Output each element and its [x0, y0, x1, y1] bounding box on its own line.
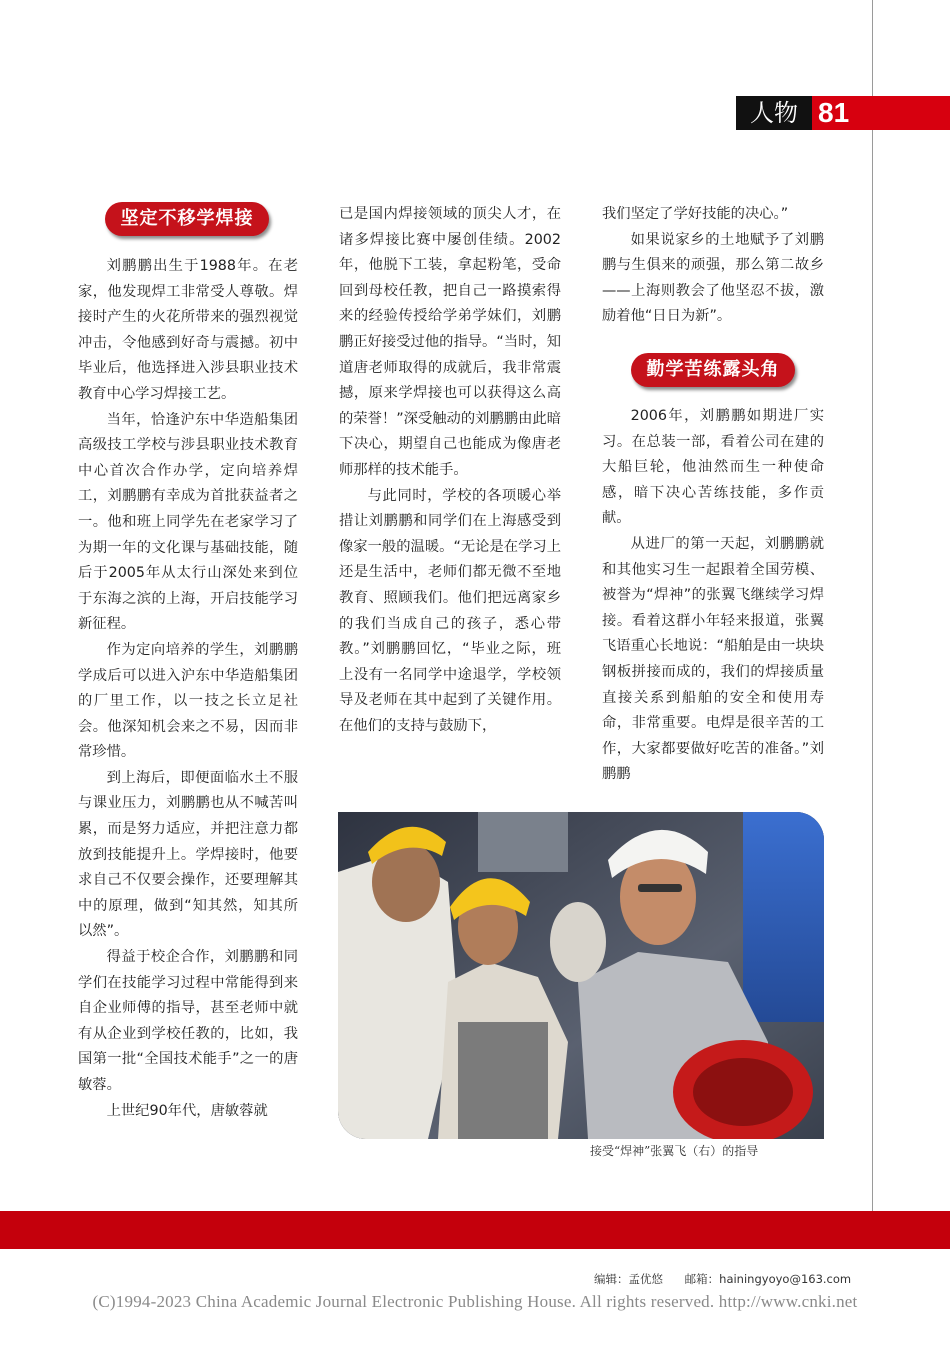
editor-info: [594, 1271, 869, 1287]
editor-email: 邮箱：hainingyoyo@163.com: [684, 1272, 852, 1286]
section-label: 人物: [736, 96, 812, 130]
article-photo: [338, 812, 824, 1139]
paragraph: 我们坚定了学好技能的决心。”: [602, 206, 789, 222]
text-column-1: [78, 254, 298, 1124]
footer-bar: [0, 1211, 950, 1249]
text-column-3: [602, 202, 824, 330]
paragraph: 到上海后，即便面临水土不服与课业压力，刘鹏鹏也从不喊苦叫累，而是努力适应，并把注意力都放到技能提升上。学焊接时，他要求自己不仅要会操作，还要理解其中的原理，做到“知其然，知其所以然”。: [78, 769, 298, 940]
paragraph: 与此同时，学校的各项暖心举措让刘鹏鹏和同学们在上海感受到像家一般的温暖。“无论是在学习上还是生活中，老师们都无微不至地教育、照顾我们。他们把远离家乡的我们当成自己的孩子，悉心带教。”刘鹏鹏回忆，“毕业之际，班上没有一名同学中途退学，学校领导及老师在其中起到了关键作用。在他们的支持与鼓励下，: [339, 487, 561, 734]
paragraph: 如果说家乡的土地赋予了刘鹏鹏与生俱来的顽强，那么第二故乡——上海则教会了他坚忍不拔，激励着他“日日为新”。: [602, 231, 824, 325]
paragraph: 得益于校企合作，刘鹏鹏和同学们在技能学习过程中常能得到来自企业师傅的指导，甚至老师中就有从企业到学校任教的，比如，我国第一批“全国技术能手”之一的唐敏蓉。: [78, 949, 298, 1093]
paragraph: 从进厂的第一天起，刘鹏鹏就和其他实习生一起跟着全国劳模、被誉为“焊神”的张翼飞继续学习焊接。看着这群小年轻来报道，张翼飞语重心长地说：“船舶是由一块块钢板拼接而成的，我们的焊接质量直接关系到船舶的安全和使用寿命，非常重要。电焊是很辛苦的工作，大家都要做好吃苦的准备。”刘鹏鹏: [602, 535, 824, 783]
copyright-notice: (C)1994-2023 China Academic Journal Electronic Publishing House. All rights reserved. http://www.cnki.net: [92, 1292, 858, 1311]
section-heading-2: 勤学苦练露头角: [631, 353, 795, 387]
paragraph: 已是国内焊接领域的顶尖人才，在诸多焊接比赛中屡创佳绩。2002年，他脱下工装，拿起粉笔，受命回到母校任教，把自己一路摸索得来的经验传授给学弟学妹们，刘鹏鹏正好接受过他的指导。“当时，知道唐老师取得的成就后，我非常震撼，原来学焊接也可以获得这么高的荣誉！”深受触动的刘鹏鹏由此暗下决心，期望自己也能成为像唐老师那样的技术能手。: [339, 206, 561, 478]
text-column-3b: [602, 404, 824, 788]
photo-illustration: [338, 812, 824, 1139]
section-heading-1: 坚定不移学焊接: [105, 202, 269, 236]
editor-name: 编辑：孟优悠: [594, 1272, 663, 1286]
paragraph: 作为定向培养的学生，刘鹏鹏学成后可以进入沪东中华造船集团的厂里工作，以一技之长立足社会。他深知机会来之不易，因而非常珍惜。: [78, 641, 298, 761]
vertical-rule: [872, 0, 873, 98]
paragraph: 当年，恰逢沪东中华造船集团高级技工学校与涉县职业技术教育中心首次合作办学，定向培养焊工，刘鹏鹏有幸成为首批获益者之一。他和班上同学先在老家学习了为期一年的文化课与基础技能，随后于2005年从太行山深处来到位于东海之滨的上海，开启技能学习新征程。: [78, 411, 298, 633]
paragraph: 2006年，刘鹏鹏如期进厂实习。在总装一部，看着公司在建的大船巨轮，他油然而生一种使命感，暗下决心苦练技能，多作贡献。: [602, 408, 824, 527]
paragraph: 刘鹏鹏出生于1988年。在老家，他发现焊工非常受人尊敬。焊接时产生的火花所带来的强烈视觉冲击，令他感到好奇与震撼。初中毕业后，他选择进入涉县职业技术教育中心学习焊接工艺。: [78, 258, 298, 402]
page-number: 81: [812, 96, 950, 130]
paragraph: 上世纪90年代，唐敏蓉就: [106, 1102, 268, 1119]
text-column-2: [339, 202, 561, 739]
vertical-rule: [872, 128, 873, 1213]
photo-caption: 接受“焊神”张翼飞（右）的指导: [590, 1144, 759, 1158]
